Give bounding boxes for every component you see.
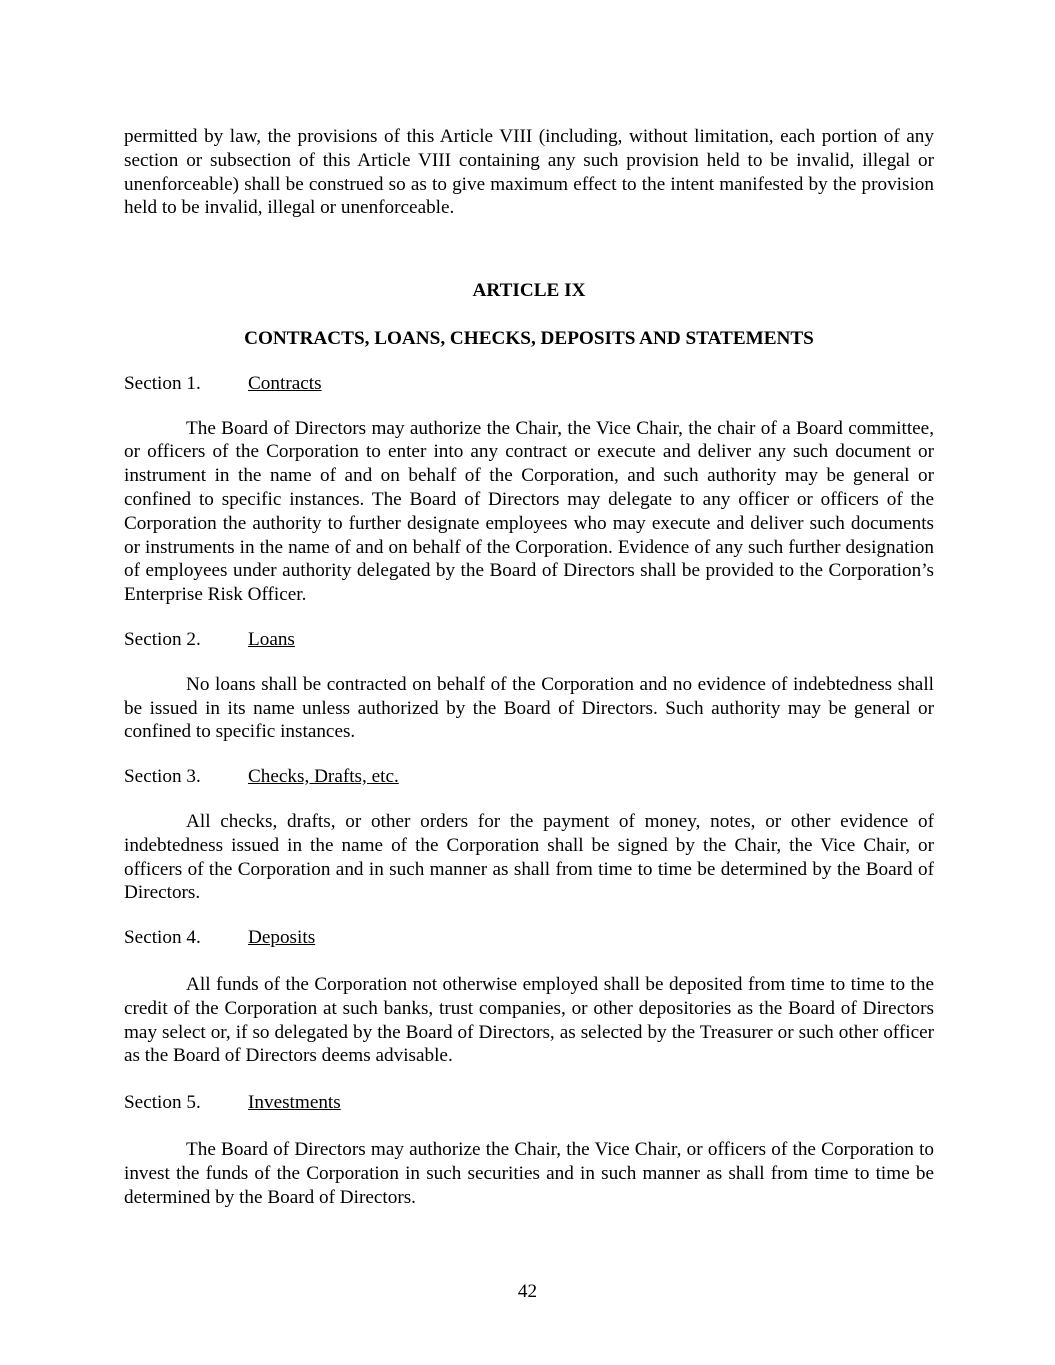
section-number: Section 5. <box>124 1092 201 1114</box>
section-body-investments: The Board of Directors may authorize the Chair, the Vice Chair, or officers of the Corporation to invest the funds of the Corporation in such securities and in such manner as shall from time to time be determined by the Board of Directors. <box>124 1138 934 1208</box>
section-number: Section 1. <box>124 372 201 394</box>
section-number: Section 3. <box>124 766 201 788</box>
section-number: Section 4. <box>124 927 201 949</box>
document-page <box>124 125 934 1230</box>
continuation-paragraph: permitted by law, the provisions of this Article VIII (including, without limitation, each portion of any section or subsection of this Article VIII containing any such provision held to be invalid, illegal or unenforceable) shall be construed so as to give maximum effect to the intent manifested by the provision held to be invalid, illegal or unenforceable. <box>124 126 934 219</box>
section-title: Loans <box>248 628 295 650</box>
section-body-checks: All checks, drafts, or other orders for the payment of money, notes, or other evidence of indebtedness issued in the name of the Corporation shall be signed by the Chair, the Vice Chair, or officers of the Corporation and in such manner as shall from time to time be determined by the Board of Directors. <box>124 810 934 904</box>
page-number: 42 <box>517 1281 538 1302</box>
article-subtitle: CONTRACTS, LOANS, CHECKS, DEPOSITS AND STATEMENTS <box>244 327 814 349</box>
section-number: Section 2. <box>124 628 201 650</box>
section-heading-checks <box>124 765 934 789</box>
section-heading-loans <box>124 628 934 652</box>
section-title: Deposits <box>248 927 316 949</box>
article-title: ARTICLE IX <box>472 280 586 302</box>
section-heading-deposits <box>124 926 934 950</box>
section-title: Checks, Drafts, etc. <box>248 766 399 788</box>
section-body-contracts: The Board of Directors may authorize the Chair, the Vice Chair, the chair of a Board committee, or officers of the Corporation to enter into any contract or execute and deliver any such document or instrument in the name of and on behalf of the Corporation, and such authority may be general or confined to specific instances. The Board of Directors may delegate to any officer or officers of the Corporation the authority to further designate employees who may execute and deliver such documents or instruments in the name of and on behalf of the Corporation. Evidence of any such further designation of employees under authority delegated by the Board of Directors shall be provided to the Corporation’s Enterprise Risk Officer. <box>124 417 934 606</box>
section-title: Investments <box>248 1092 341 1114</box>
section-heading-investments <box>124 1091 934 1115</box>
section-title: Contracts <box>248 372 322 394</box>
section-body-deposits: All funds of the Corporation not otherwise employed shall be deposited from time to time to the credit of the Corporation at such banks, trust companies, or other depositories as the Board of Directors may select or, if so delegated by the Board of Directors, as selected by the Treasurer or such other officer as the Board of Directors deems advisable. <box>124 973 934 1067</box>
section-body-loans: No loans shall be contracted on behalf of the Corporation and no evidence of indebtedness shall be issued in its name unless authorized by the Board of Directors. Such authority may be general or confined to specific instances. <box>124 673 934 743</box>
section-heading-contracts <box>124 372 934 396</box>
